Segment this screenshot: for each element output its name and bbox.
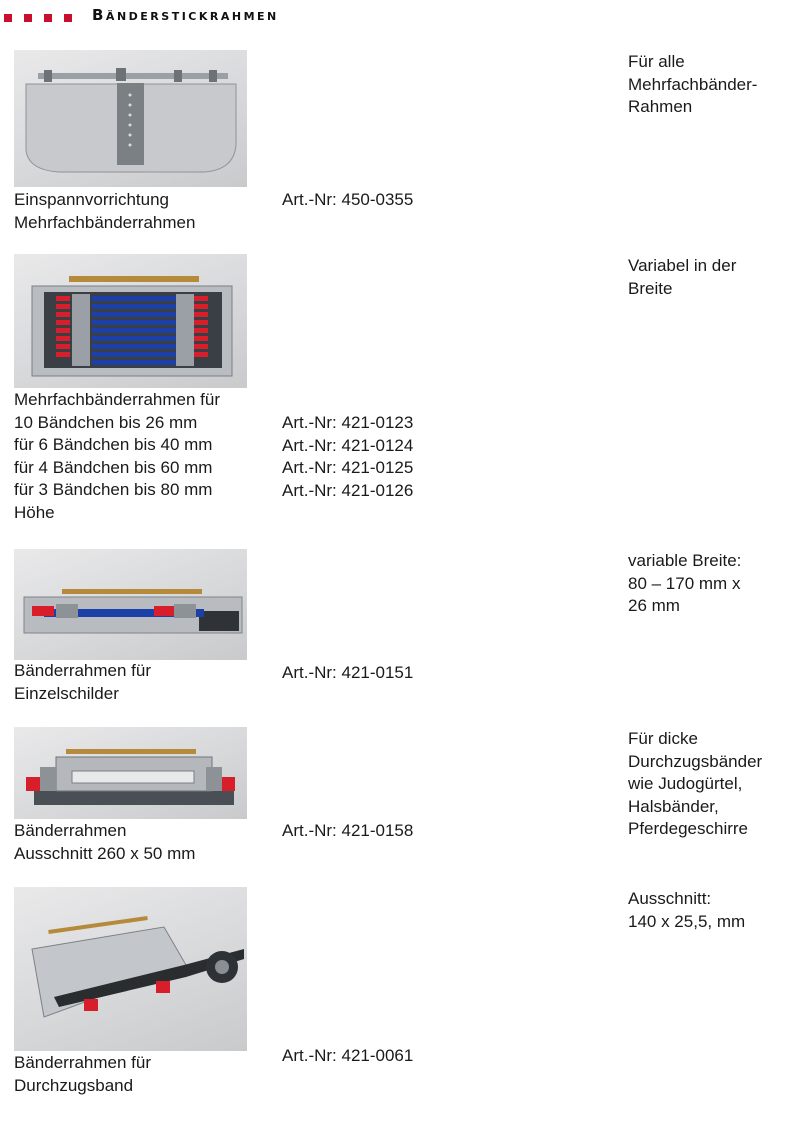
product-photo <box>14 50 247 187</box>
article-number: Art.-Nr: 421-0151 <box>282 663 414 682</box>
article-number: Art.-Nr: 450-0355 <box>282 190 414 209</box>
header-bullet <box>4 14 12 22</box>
product-note: Variabel in der Breite <box>628 256 737 298</box>
article-number: Art.-Nr: 421-0123 Art.-Nr: 421-0124 Art.-Nr: 421-0125 Art.-Nr: 421-0126 <box>282 413 414 500</box>
product-note: Für dicke Durchzugsbänder wie Judogürtel, Halsbänder, Pferdegeschirre <box>628 729 763 838</box>
product-description: Bänderrahmen für Durchzugsband <box>14 1053 152 1095</box>
product-note: variable Breite: 80 – 170 mm x 26 mm <box>628 551 742 615</box>
product-photo <box>14 727 247 819</box>
product-note: Ausschnitt: 140 x 25,5, mm <box>628 889 746 931</box>
product-description: Mehrfachbänderrahmen für 10 Bändchen bis 26 mm für 6 Bändchen bis 40 mm für 4 Bändchen bis 60 mm für 3 Bändchen bis 80 mm Höhe <box>14 390 221 522</box>
header-bullet <box>44 14 52 22</box>
product-note: Für alle Mehrfachbänder- Rahmen <box>628 52 758 116</box>
product-description: Bänderrahmen Ausschnitt 260 x 50 mm <box>14 821 196 863</box>
product-description: Einspannvorrichtung Mehrfachbänderrahmen <box>14 190 196 232</box>
product-photo <box>14 887 247 1051</box>
page-title: Bänderstickrahmen <box>92 6 279 24</box>
header-bullet <box>24 14 32 22</box>
article-number: Art.-Nr: 421-0061 <box>282 1046 414 1065</box>
header-bullet <box>64 14 72 22</box>
page-header <box>4 4 800 28</box>
product-photo <box>14 549 247 660</box>
product-description: Bänderrahmen für Einzelschilder <box>14 661 152 703</box>
article-number: Art.-Nr: 421-0158 <box>282 821 414 840</box>
product-photo <box>14 254 247 388</box>
